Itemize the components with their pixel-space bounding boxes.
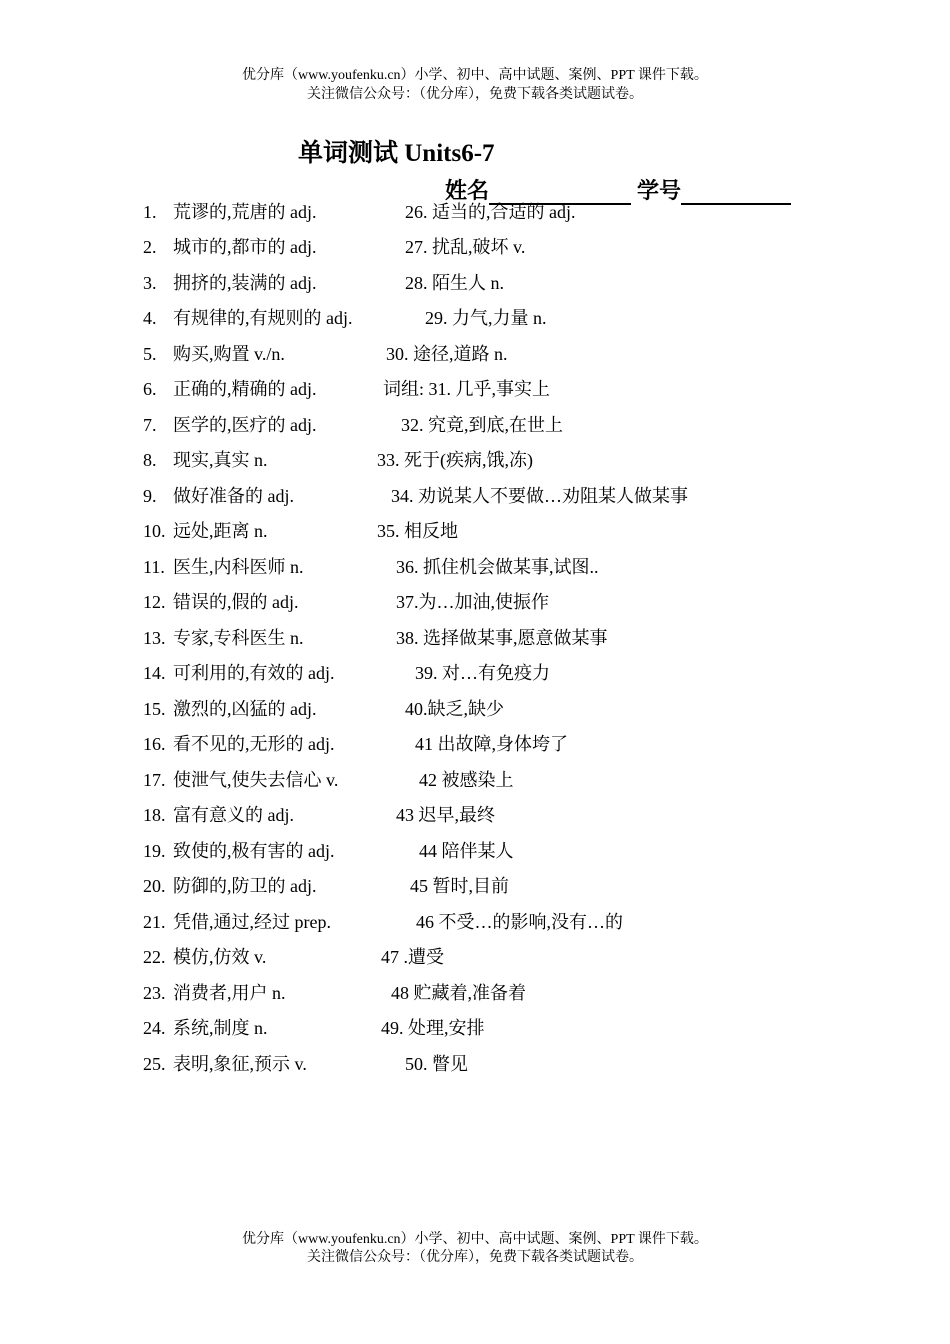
item-number: 23. <box>143 983 166 1003</box>
right-item: 37.为…加油,使振作 <box>396 592 549 612</box>
item-text: 致使的,极有害的 adj. <box>173 841 335 861</box>
right-item: 30. 途径,道路 n. <box>386 344 508 364</box>
item-text: 有规律的,有规则的 adj. <box>173 308 353 328</box>
item-number: 17. <box>143 770 166 790</box>
left-item <box>143 591 299 613</box>
left-item <box>143 733 335 755</box>
item-text: 购买,购置 v./n. <box>173 344 285 364</box>
left-item <box>143 485 294 507</box>
page-title: 单词测试 Units6-7 <box>298 140 495 167</box>
left-item <box>143 662 335 684</box>
right-item: 39. 对…有免疫力 <box>415 663 550 683</box>
item-text: 消费者,用户 n. <box>173 983 286 1003</box>
right-item: 44 陪伴某人 <box>419 841 514 861</box>
item-number: 5. <box>143 344 157 364</box>
right-item: 47 .遭受 <box>381 947 444 967</box>
item-number: 6. <box>143 379 157 399</box>
item-text: 正确的,精确的 adj. <box>173 379 317 399</box>
item-text: 模仿,仿效 v. <box>173 947 267 967</box>
item-number: 1. <box>143 202 157 222</box>
left-item <box>143 201 317 223</box>
left-item <box>143 236 317 258</box>
left-item <box>143 627 304 649</box>
item-number: 20. <box>143 876 166 896</box>
id-blank[interactable] <box>681 183 791 205</box>
left-item <box>143 343 285 365</box>
item-number: 9. <box>143 486 157 506</box>
left-item <box>143 840 335 862</box>
header-line-1: 优分库（www.youfenku.cn）小学、初中、高中试题、案例、PPT 课件下载。 <box>242 68 708 83</box>
item-number: 12. <box>143 592 166 612</box>
item-number: 16. <box>143 734 166 754</box>
footer-line-1: 优分库（www.youfenku.cn）小学、初中、高中试题、案例、PPT 课件下载。 <box>242 1232 708 1247</box>
right-item: 词组: 31. 几乎,事实上 <box>383 379 551 399</box>
left-item <box>143 307 353 329</box>
header-line-2: 关注微信公众号：（优分库），免费下载各类试题试卷。 <box>307 87 643 102</box>
right-item: 45 暂时,目前 <box>410 876 509 896</box>
item-text: 城市的,都市的 adj. <box>173 237 317 257</box>
item-text: 现实,真实 n. <box>173 450 268 470</box>
item-number: 21. <box>143 912 166 932</box>
right-item: 48 贮藏着,准备着 <box>391 983 526 1003</box>
item-text: 系统,制度 n. <box>173 1018 268 1038</box>
item-number: 22. <box>143 947 166 967</box>
left-item <box>143 982 286 1004</box>
item-text: 做好准备的 adj. <box>173 486 294 506</box>
left-item <box>143 1017 268 1039</box>
right-item: 34. 劝说某人不要做…劝阻某人做某事 <box>391 486 688 506</box>
item-text: 激烈的,凶猛的 adj. <box>173 699 317 719</box>
item-text: 表明,象征,预示 v. <box>173 1054 307 1074</box>
left-item <box>143 272 317 294</box>
item-number: 10. <box>143 521 166 541</box>
right-item: 33. 死于(疾病,饿,冻) <box>377 450 533 470</box>
left-item <box>143 449 268 471</box>
item-number: 4. <box>143 308 157 328</box>
item-text: 专家,专科医生 n. <box>173 628 304 648</box>
left-item <box>143 698 317 720</box>
item-number: 13. <box>143 628 166 648</box>
item-text: 拥挤的,装满的 adj. <box>173 273 317 293</box>
left-item <box>143 875 317 897</box>
item-text: 可利用的,有效的 adj. <box>173 663 335 683</box>
right-item: 27. 扰乱,破坏 v. <box>405 237 526 257</box>
left-item <box>143 378 317 400</box>
right-item: 36. 抓住机会做某事,试图.. <box>396 557 599 577</box>
right-item: 32. 究竟,到底,在世上 <box>401 415 563 435</box>
item-number: 11. <box>143 557 165 577</box>
left-item <box>143 769 338 791</box>
item-text: 医学的,医疗的 adj. <box>173 415 317 435</box>
item-text: 富有意义的 adj. <box>173 805 294 825</box>
name-label: 姓名 <box>445 178 490 203</box>
right-item: 26. 适当的,合适的 adj. <box>405 202 576 222</box>
right-item: 35. 相反地 <box>377 521 458 541</box>
left-item <box>143 946 266 968</box>
left-item <box>143 520 268 542</box>
right-item: 46 不受…的影响,没有…的 <box>416 912 623 932</box>
item-text: 看不见的,无形的 adj. <box>173 734 335 754</box>
item-number: 7. <box>143 415 157 435</box>
right-item: 38. 选择做某事,愿意做某事 <box>396 628 608 648</box>
right-item: 40.缺乏,缺少 <box>405 699 504 719</box>
right-item: 28. 陌生人 n. <box>405 273 504 293</box>
item-text: 远处,距离 n. <box>173 521 268 541</box>
item-number: 14. <box>143 663 166 683</box>
footer-line-2: 关注微信公众号：（优分库），免费下载各类试题试卷。 <box>307 1250 643 1265</box>
left-item <box>143 414 317 436</box>
right-item: 41 出故障,身体垮了 <box>415 734 568 754</box>
item-number: 24. <box>143 1018 166 1038</box>
item-text: 错误的,假的 adj. <box>173 592 299 612</box>
item-number: 18. <box>143 805 166 825</box>
left-item <box>143 1053 307 1075</box>
item-text: 防御的,防卫的 adj. <box>173 876 317 896</box>
item-number: 19. <box>143 841 166 861</box>
right-item: 43 迟早,最终 <box>396 805 495 825</box>
right-item: 42 被感染上 <box>419 770 514 790</box>
item-text: 荒谬的,荒唐的 adj. <box>173 202 317 222</box>
left-item <box>143 911 331 933</box>
item-text: 医生,内科医师 n. <box>173 557 304 577</box>
item-text: 凭借,通过,经过 prep. <box>173 912 331 932</box>
item-number: 3. <box>143 273 157 293</box>
right-item: 29. 力气,力量 n. <box>425 308 547 328</box>
left-item <box>143 556 304 578</box>
item-text: 使泄气,使失去信心 v. <box>173 770 339 790</box>
item-number: 8. <box>143 450 157 470</box>
right-item: 49. 处理,安排 <box>381 1018 485 1038</box>
item-number: 25. <box>143 1054 166 1074</box>
left-item <box>143 804 294 826</box>
item-number: 2. <box>143 237 157 257</box>
id-label: 学号 <box>637 178 682 203</box>
item-number: 15. <box>143 699 166 719</box>
right-item: 50. 瞥见 <box>405 1054 468 1074</box>
